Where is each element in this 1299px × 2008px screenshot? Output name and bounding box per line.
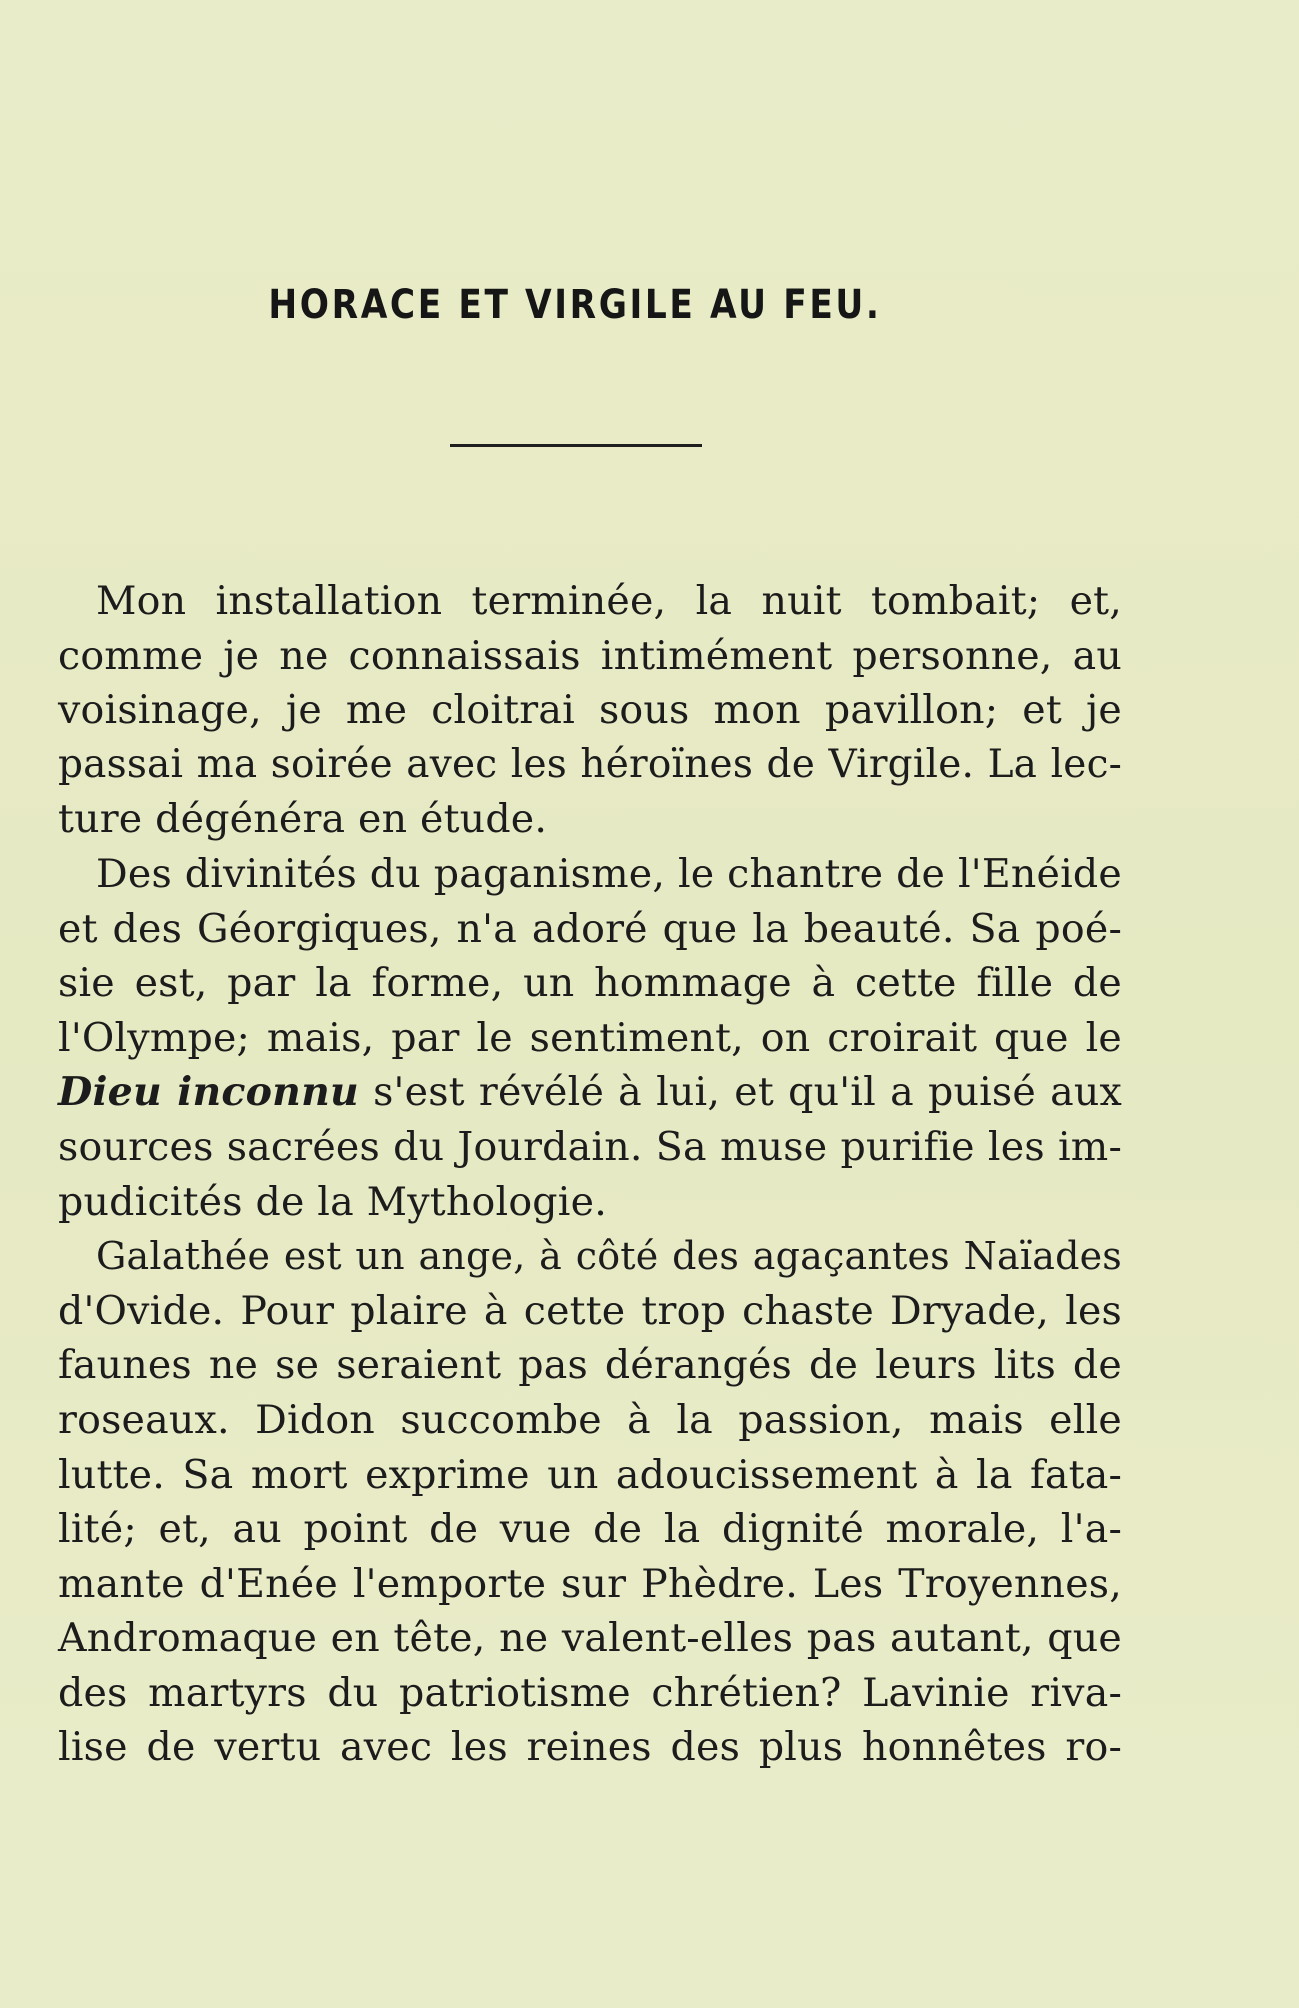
text-line: Mon installation terminée, la nuit tombait; et, <box>96 578 1122 624</box>
title-divider <box>450 444 702 447</box>
text-line: mante d'Enée l'emporte sur Phèdre. Les Troyennes, <box>58 1560 1122 1607</box>
text-line: sie est, par la forme, un hommage à cette fille de <box>58 960 1122 1007</box>
text-line <box>58 1065 1122 1120</box>
text-line: roseaux. Didon succombe à la passion, mais elle <box>58 1396 1122 1443</box>
italic-phrase: Dieu inconnu <box>58 1069 359 1116</box>
text-line-rest: s'est révélé à lui, et qu'il a puisé aux <box>358 1069 1122 1116</box>
chapter-title: HORACE ET VIRGILE AU FEU. <box>268 282 882 328</box>
body-text <box>58 574 1122 1775</box>
text-line: voisinage, je me cloitrai sous mon pavillon; et je <box>58 687 1122 734</box>
text-line: lise de vertu avec les reines des plus honnêtes ro- <box>58 1724 1122 1771</box>
text-line: lutte. Sa mort exprime un adoucissement à la fata- <box>58 1451 1122 1498</box>
text-line: et des Géorgiques, n'a adoré que la beauté. Sa poé- <box>58 905 1122 952</box>
text-line: faunes ne se seraient pas dérangés de leurs lits de <box>58 1342 1122 1389</box>
text-line: passai ma soirée avec les héroïnes de Virgile. La lec- <box>58 741 1122 787</box>
text-line: des martyrs du patriotisme chrétien? Lavinie riva- <box>58 1669 1122 1716</box>
text-line: Andromaque en tête, ne valent-elles pas autant, que <box>58 1615 1122 1662</box>
text-line: comme je ne connaissais intimément personne, au <box>58 632 1122 679</box>
text-line: sources sacrées du Jourdain. Sa muse purifie les im- <box>58 1123 1122 1170</box>
text-line: d'Ovide. Pour plaire à cette trop chaste Dryade, les <box>58 1287 1122 1334</box>
text-line: lité; et, au point de vue de la dignité morale, l'a- <box>58 1506 1122 1553</box>
text-line: ture dégénéra en étude. <box>58 796 548 843</box>
text-line: l'Olympe; mais, par le sentiment, on croirait que le <box>58 1014 1122 1061</box>
text-line: Galathée est un ange, à côté des agaçantes Naïades <box>96 1234 1122 1279</box>
text-line: pudicités de la Mythologie. <box>58 1178 607 1225</box>
text-line: Des divinités du paganisme, le chantre de l'Enéide <box>96 850 1122 897</box>
